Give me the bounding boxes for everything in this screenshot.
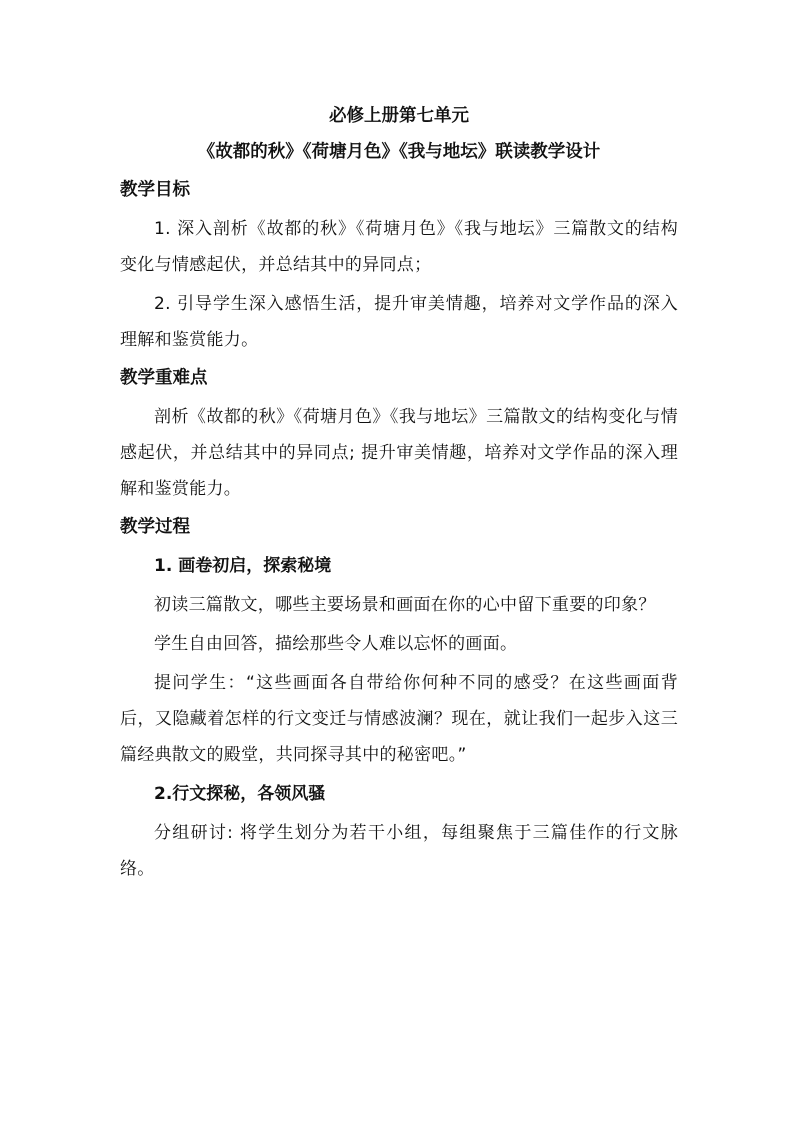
key-points-text: 剖析《故都的秋》《荷塘月色》《我与地坛》三篇散文的结构变化与情感起伏，并总结其中的异同点; 提升审美情趣，培养对文学作品的深入理解和鉴赏能力。 bbox=[120, 407, 678, 499]
document-page bbox=[120, 98, 678, 887]
step-1-title: 1. 画卷初启，探索秘境 bbox=[154, 556, 332, 576]
step-1-paragraph-2: 学生自由回答，描绘那些令人难以忘怀的画面。 bbox=[154, 634, 518, 654]
step-2-title: 2.行文探秘，各领风骚 bbox=[154, 784, 326, 804]
objective-item-1: 1. 深入剖析《故都的秋》《荷塘月色》《我与地坛》三篇散文的结构变化与情感起伏，并总结其中的异同点； bbox=[120, 219, 678, 275]
unit-title: 必修上册第七单元 bbox=[329, 106, 469, 126]
key-points-heading: 教学重难点 bbox=[120, 368, 208, 388]
step-2-paragraph-1: 分组研讨: 将学生划分为若干小组，每组聚焦于三篇佳作的行文脉络。 bbox=[120, 823, 678, 879]
step-1-paragraph-3: 提问学生：“这些画面各自带给你何种不同的感受？在这些画面背后，又隐藏着怎样的行文变迁与情感波澜？现在，就让我们一起步入这三篇经典散文的殿堂，共同探寻其中的秘密吧。” bbox=[120, 673, 678, 765]
objective-item-2: 2. 引导学生深入感悟生活，提升审美情趣，培养对文学作品的深入理解和鉴赏能力。 bbox=[120, 294, 678, 350]
document-title: 《故都的秋》《荷塘月色》《我与地坛》联读教学设计 bbox=[197, 142, 601, 162]
objectives-heading: 教学目标 bbox=[120, 180, 190, 200]
step-1-paragraph-1: 初读三篇散文，哪些主要场景和画面在你的心中留下重要的印象？ bbox=[154, 595, 656, 615]
process-heading: 教学过程 bbox=[120, 517, 190, 537]
